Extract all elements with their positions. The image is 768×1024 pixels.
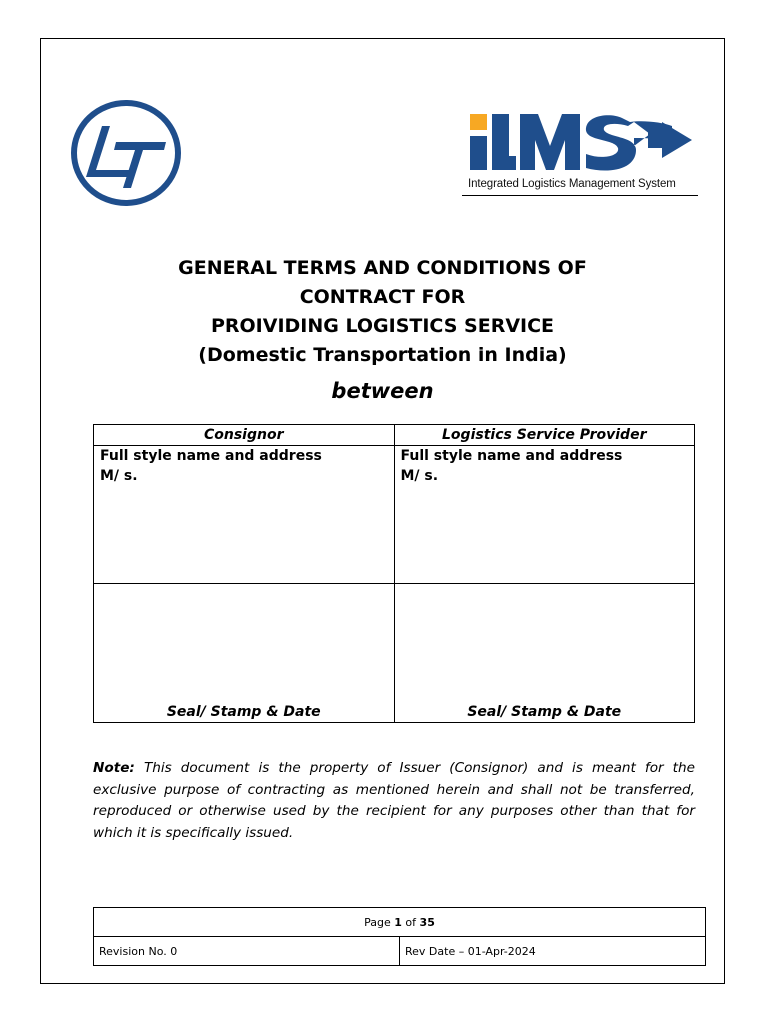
tagline-underline: [462, 195, 698, 196]
note-paragraph: [93, 758, 695, 844]
consignor-seal-label: Seal/ Stamp & Date: [166, 704, 321, 720]
provider-address-label: Full style name and address: [400, 448, 623, 465]
page-prefix: Page: [364, 915, 395, 929]
consignor-ms-label: M/ s.: [100, 468, 138, 485]
title-line-4: (Domestic Transportation in India): [198, 344, 567, 366]
note-text: This document is the property of Issuer (Consignor) and is meant for the exclusive purpose of contracting as mentioned herein and shall not be transferred, reproduced or otherwise used by the recipient for any purposes other than that for which it is specifically issued.: [93, 760, 695, 841]
title-line-2: CONTRACT FOR: [299, 286, 466, 308]
footer-table: [93, 907, 706, 966]
lt-logo: [70, 100, 182, 206]
consignor-header: Consignor: [94, 425, 395, 446]
provider-header: Logistics Service Provider: [394, 425, 695, 446]
title-line-1: GENERAL TERMS AND CONDITIONS OF: [178, 257, 587, 279]
page-number-cell: [94, 908, 706, 937]
provider-seal-cell: [394, 583, 695, 722]
provider-ms-label: M/ s.: [400, 468, 439, 485]
title-line-3: PROIVIDING LOGISTICS SERVICE: [210, 315, 555, 337]
consignor-address-label: Full style name and address: [100, 448, 322, 465]
between-label: between: [331, 379, 434, 403]
rev-date-cell: Rev Date – 01-Apr-2024: [400, 937, 706, 966]
revision-cell: Revision No. 0: [94, 937, 400, 966]
note-label: Note:: [93, 760, 135, 776]
consignor-seal-cell: [94, 583, 395, 722]
ilms-tagline: Integrated Logistics Management System: [468, 178, 676, 190]
page-of: of: [401, 915, 420, 929]
document-title: [40, 254, 725, 370]
consignor-address-cell: [94, 446, 395, 583]
parties-table: [93, 424, 695, 723]
provider-seal-label: Seal/ Stamp & Date: [467, 704, 622, 720]
provider-address-cell: [394, 446, 695, 583]
page-current: 1: [394, 915, 402, 929]
page-total: 35: [419, 915, 435, 929]
